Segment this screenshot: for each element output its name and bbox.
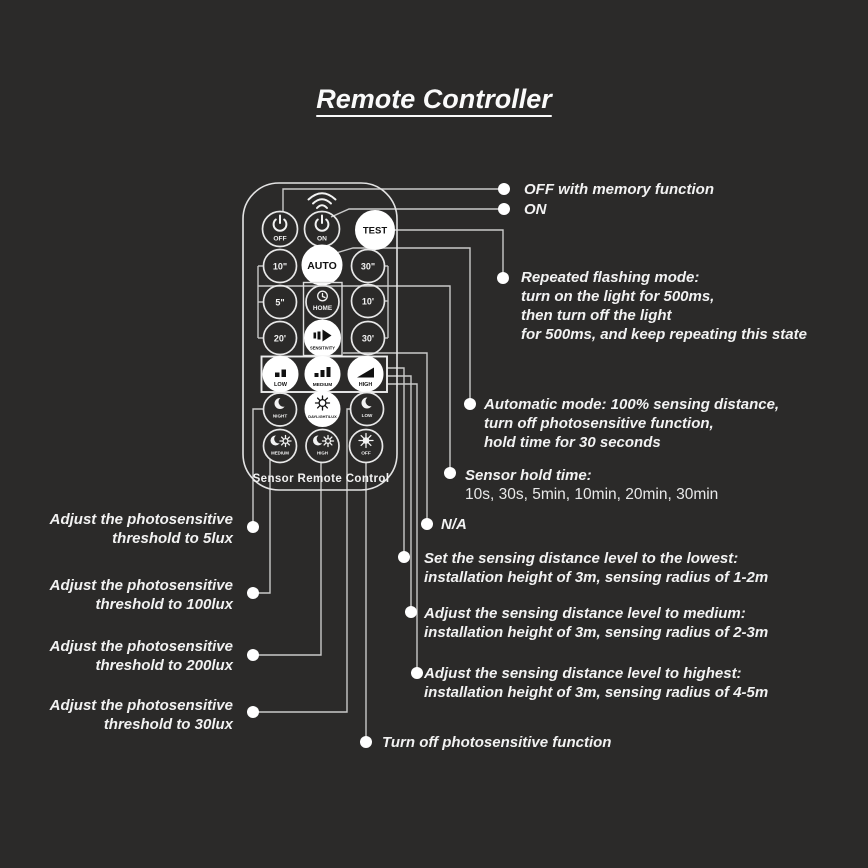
annotation-lux30: Adjust the photosensitive threshold to 30lux [49, 697, 233, 733]
auto-button-label: AUTO [307, 260, 337, 272]
time-10s-label: 10" [272, 261, 288, 272]
annotation-lux100: Adjust the photosensitive threshold to 100lux [49, 577, 233, 613]
off-button[interactable] [263, 212, 298, 247]
annotation-na: N/A [441, 516, 467, 533]
distance-high-label: HIGH [358, 382, 373, 388]
annotation-lux5: Adjust the photosensitive threshold to 5lux [49, 511, 233, 547]
lux-night-label: NIGHT [272, 413, 288, 419]
home-button-label: HOME [312, 305, 333, 312]
clock-hands-icon [323, 294, 326, 298]
lux-high-label: HIGH [317, 450, 328, 456]
time-5m-label: 5" [275, 297, 285, 308]
sensitivity-button-label: SENSITIVITY [309, 345, 336, 351]
lux-high-button[interactable] [306, 430, 339, 463]
sun-core-icon [319, 400, 326, 407]
annotation-off-memory: OFF with memory function [524, 181, 714, 198]
moon-sun-icon [313, 435, 334, 447]
time-10s-button[interactable] [264, 250, 297, 283]
auto-button[interactable] [302, 245, 342, 285]
distance-medium-button[interactable] [305, 357, 340, 392]
distance-high-button[interactable] [348, 357, 383, 392]
annotation-on: ON [524, 201, 547, 218]
lux-off-label: OFF [361, 451, 371, 457]
annotation-photosensitive-off: Turn off photosensitive function [382, 734, 612, 751]
on-button[interactable] [305, 212, 340, 247]
time-30min-button[interactable] [352, 322, 385, 355]
distance-low-button[interactable] [263, 357, 298, 392]
test-button[interactable] [356, 211, 395, 250]
on-button-label: ON [317, 235, 327, 243]
lux-low-label: LOW [361, 413, 373, 418]
lux-low-button[interactable] [351, 393, 384, 426]
moon-sun-icon [271, 435, 292, 447]
time-30s-button[interactable] [352, 250, 385, 283]
annotation-lux200: Adjust the photosensitive threshold to 200lux [49, 638, 233, 674]
remote-footer-label: Sensor Remote Control [252, 473, 390, 485]
time-10min-label: 10' [361, 296, 375, 307]
time-20min-button[interactable] [264, 322, 297, 355]
time-20min-label: 20' [273, 333, 287, 344]
lux-medium-label: MEDIUM [271, 450, 289, 456]
sun-icon [359, 434, 373, 448]
distance-medium-label: MEDIUM [312, 383, 333, 388]
time-30min-label: 30' [361, 333, 375, 344]
annotation-flashing-mode: Repeated flashing mode: turn on the light for 500ms, then turn off the light for 500ms, and keep repeating this state [521, 269, 807, 343]
annotation-distance-medium: Adjust the sensing distance level to medium: installation height of 3m, sensing radius of 2-3m [424, 605, 769, 641]
sensitivity-button[interactable] [305, 320, 341, 356]
time-5m-button[interactable] [264, 286, 297, 319]
home-button[interactable] [306, 286, 339, 319]
time-30s-label: 30" [360, 261, 376, 272]
annotation-distance-lowest: Set the sensing distance level to the lowest: installation height of 3m, sensing radius of 1-2m [424, 550, 769, 586]
lux-medium-button[interactable] [264, 430, 297, 463]
annotation-distance-highest: Adjust the sensing distance level to highest: installation height of 3m, sensing radius of 4-5m [424, 665, 769, 701]
annotation-hold-time: Sensor hold time: 10s, 30s, 5min, 10min, 20min, 30min [465, 467, 719, 503]
moon-icon [362, 396, 376, 408]
lux-off-button[interactable] [350, 430, 383, 463]
test-button-label: TEST [362, 225, 388, 237]
annotation-automatic-mode: Automatic mode: 100% sensing distance, turn off photosensitive function, hold time for 30 seconds [484, 396, 780, 451]
lux-daylight-button[interactable] [305, 392, 340, 427]
moon-icon [275, 397, 289, 409]
time-10min-button[interactable] [352, 285, 385, 318]
distance-low-label: LOW [273, 382, 288, 388]
lux-daylight-label: DAYLIGHT/LUX [308, 414, 337, 419]
lux-night-button[interactable] [264, 393, 297, 426]
wifi-icon [309, 193, 336, 208]
page-title: Remote Controller [316, 84, 552, 114]
off-button-label: OFF [273, 235, 287, 243]
